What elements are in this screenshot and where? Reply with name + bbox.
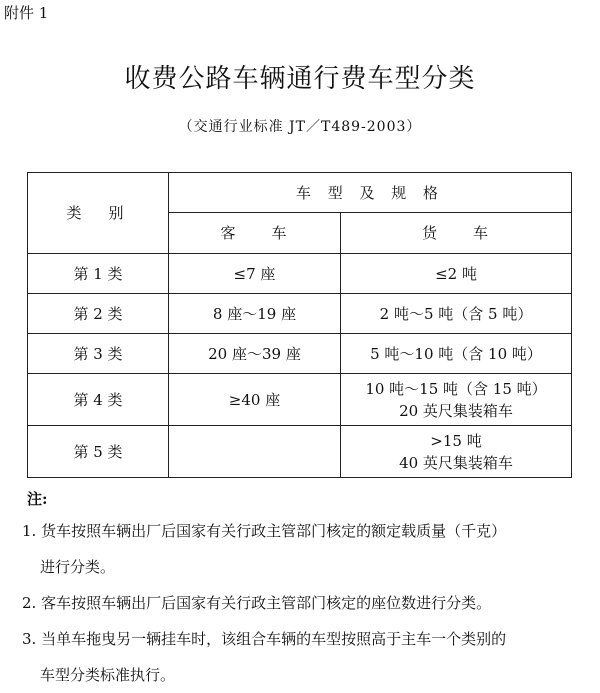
- row-category: 第 2 类: [28, 294, 169, 334]
- row-truck: 5 吨～10 吨（含 10 吨）: [341, 334, 572, 374]
- notes-heading: 注:: [27, 490, 48, 508]
- note-3-line-2: 车型分类标准执行。: [40, 666, 176, 684]
- note-3: [22, 621, 597, 693]
- page-title: 收费公路车辆通行费车型分类: [124, 64, 476, 94]
- header-truck: 货 车: [341, 213, 572, 254]
- row-category: 第 1 类: [28, 254, 169, 294]
- truck-container: 20 英尺集装箱车: [399, 401, 513, 420]
- row-category: 第 5 类: [28, 426, 169, 478]
- header-bus: 客 车: [169, 213, 341, 254]
- truck-container: 40 英尺集装箱车: [399, 453, 513, 472]
- note-1-line-1: 1. 货车按照车辆出厂后国家有关行政主管部门核定的额定载质量（千克）: [22, 522, 507, 540]
- attachment-label: 附件 1: [4, 4, 49, 22]
- truck-weight: >15 吨: [430, 431, 482, 450]
- row-bus: 8 座～19 座: [169, 294, 341, 334]
- note-3-line-1: 3. 当单车拖曳另一辆挂车时，该组合车辆的车型按照高于主车一个类别的: [22, 630, 507, 648]
- row-bus: [169, 426, 341, 478]
- note-1: [22, 513, 597, 585]
- row-bus: 20 座～39 座: [169, 334, 341, 374]
- truck-weight: 10 吨～15 吨（含 15 吨）: [365, 379, 547, 398]
- header-category: 类 别: [28, 173, 169, 254]
- table-row: [28, 294, 572, 334]
- note-2: 2. 客车按照车辆出厂后国家有关行政主管部门核定的座位数进行分类。: [22, 594, 492, 612]
- row-bus: ≤7 座: [169, 254, 341, 294]
- note-1-line-2: 进行分类。: [40, 558, 116, 576]
- table-row: [28, 374, 572, 426]
- row-truck: ≤2 吨: [341, 254, 572, 294]
- row-truck: 2 吨～5 吨（含 5 吨）: [341, 294, 572, 334]
- row-category: 第 3 类: [28, 334, 169, 374]
- row-category: 第 4 类: [28, 374, 169, 426]
- table-row: [28, 334, 572, 374]
- row-truck: [341, 374, 572, 426]
- row-truck: [341, 426, 572, 478]
- row-bus: ≥40 座: [169, 374, 341, 426]
- header-vehicle-spec: 车 型 及 规 格: [169, 173, 572, 213]
- standard-subtitle: （交通行业标准 JT／T489-2003）: [178, 119, 422, 135]
- table-row: [28, 254, 572, 294]
- vehicle-classification-table: [27, 172, 572, 478]
- table-row: [28, 426, 572, 478]
